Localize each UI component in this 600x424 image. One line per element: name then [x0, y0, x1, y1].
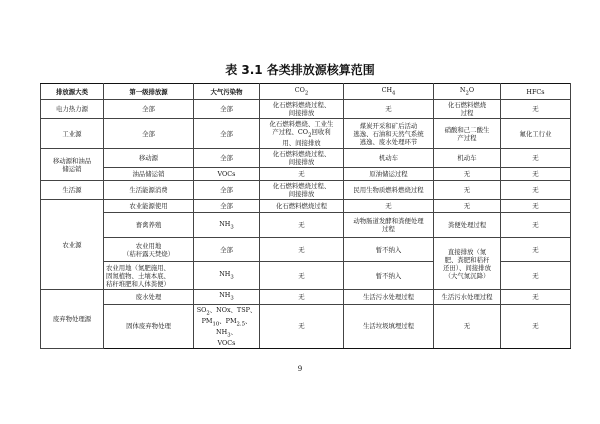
cell-ch4: 无	[344, 100, 434, 119]
cell-hfcs: 无	[501, 213, 571, 238]
cell-hfcs: 无	[501, 304, 571, 349]
cell-ch4: 动物肠道发酵和粪便处理 过程	[344, 213, 434, 238]
cell-source: 固体废弃物处理	[104, 304, 194, 349]
cell-co2: 无	[260, 168, 344, 181]
cell-source: 移动源	[104, 149, 194, 168]
page-number: 9	[297, 365, 303, 373]
cell-n2o: 无	[434, 304, 501, 349]
cell-hfcs: 氟化工行业	[501, 119, 571, 149]
cell-air-pollutant: 全部	[194, 238, 260, 262]
emission-source-table	[40, 83, 571, 349]
cell-hfcs: 无	[501, 168, 571, 181]
cell-ch4: 暂不纳入	[344, 262, 434, 290]
header-air-pollutant: 大气污染物	[194, 84, 260, 100]
cell-n2o: 直接排放（氮 肥、粪肥和秸秆 还田）、间接排放 （大气氮沉降）	[434, 238, 501, 290]
table-row	[41, 213, 571, 238]
table-row	[41, 290, 571, 304]
cell-hfcs: 无	[501, 181, 571, 200]
cell-ch4: 煤炭开采和矿后活动 逃逸、石油和天然气系统 逃逸、废水处理环节	[344, 119, 434, 149]
cell-air-pollutant: $SO_2$、NOx、TSP、 $PM_{10}$、$PM_{2.5}$、$NH_3$、 VOCs	[194, 304, 260, 349]
cell-category: 农业源	[41, 200, 104, 290]
table-row	[41, 181, 571, 200]
cell-source: 农业能源使用	[104, 200, 194, 213]
cell-source: 农业用地 （秸秆露天焚烧）	[104, 238, 194, 262]
table-row	[41, 304, 571, 349]
cell-co2: 化石燃料燃烧过程、 间接排放	[260, 149, 344, 168]
cell-n2o: 无	[434, 200, 501, 213]
cell-ch4: 原油储运过程	[344, 168, 434, 181]
table-row	[41, 149, 571, 168]
cell-source: 生活能源消费	[104, 181, 194, 200]
cell-air-pollutant: 全部	[194, 149, 260, 168]
cell-hfcs: 无	[501, 290, 571, 304]
cell-ch4: 无	[344, 200, 434, 213]
table-row	[41, 100, 571, 119]
cell-air-pollutant: 全部	[194, 181, 260, 200]
cell-air-pollutant: VOCs	[194, 168, 260, 181]
cell-co2: 无	[260, 262, 344, 290]
cell-category: 工业源	[41, 119, 104, 149]
table-row	[41, 168, 571, 181]
cell-category: 电力热力源	[41, 100, 104, 119]
cell-hfcs: 无	[501, 100, 571, 119]
cell-air-pollutant: 全部	[194, 100, 260, 119]
cell-category: 废弃物处理源	[41, 290, 104, 349]
table-row	[41, 238, 571, 262]
cell-n2o: 粪便处理过程	[434, 213, 501, 238]
cell-source: 全部	[104, 100, 194, 119]
cell-co2: 化石燃料燃烧过程	[260, 200, 344, 213]
cell-source: 畜禽养殖	[104, 213, 194, 238]
cell-co2: 无	[260, 290, 344, 304]
cell-hfcs: 无	[501, 238, 571, 262]
header-source: 第一级排放源	[104, 84, 194, 100]
header-n2o: $N_2O$	[434, 84, 501, 100]
cell-co2: 化石燃料燃烧过程、 间接排放	[260, 181, 344, 200]
header-row	[41, 84, 571, 100]
cell-hfcs: 无	[501, 200, 571, 213]
table-row	[41, 119, 571, 149]
cell-category: 生活源	[41, 181, 104, 200]
cell-co2: 无	[260, 304, 344, 349]
cell-air-pollutant: $NH_3$	[194, 262, 260, 290]
cell-source: 农业用地（氮肥施用、 固氮植物、土壤本底、 秸秆堆肥和人体粪便）	[104, 262, 194, 290]
cell-ch4: 民用生物质燃料燃烧过程	[344, 181, 434, 200]
cell-n2o: 化石燃料燃烧 过程	[434, 100, 501, 119]
header-ch4: $CH_4$	[344, 84, 434, 100]
cell-air-pollutant: $NH_3$	[194, 290, 260, 304]
cell-n2o: 无	[434, 168, 501, 181]
cell-source: 油品储运销	[104, 168, 194, 181]
cell-source: 废水处理	[104, 290, 194, 304]
cell-n2o: 无	[434, 181, 501, 200]
cell-n2o: 机动车	[434, 149, 501, 168]
header-hfcs: HFCs	[501, 84, 571, 100]
cell-co2: 化石燃料燃烧过程、 间接排放	[260, 100, 344, 119]
header-co2: $CO_2$	[260, 84, 344, 100]
table-title: 表 3.1 各类排放源核算范围	[225, 63, 375, 77]
header-category: 排放源大类	[41, 84, 104, 100]
cell-ch4: 机动车	[344, 149, 434, 168]
cell-co2: 无	[260, 213, 344, 238]
cell-air-pollutant: 全部	[194, 119, 260, 149]
cell-air-pollutant: $NH_3$	[194, 213, 260, 238]
cell-source: 全部	[104, 119, 194, 149]
cell-n2o: 生活污水处理过程	[434, 290, 501, 304]
cell-co2: 无	[260, 238, 344, 262]
table-row	[41, 200, 571, 213]
cell-ch4: 生活污水处理过程	[344, 290, 434, 304]
cell-category: 移动源和油品 储运销	[41, 149, 104, 181]
cell-n2o: 硝酸和己二酸生 产过程	[434, 119, 501, 149]
cell-hfcs: 无	[501, 262, 571, 290]
cell-ch4: 暂不纳入	[344, 238, 434, 262]
cell-ch4: 生活垃圾填埋过程	[344, 304, 434, 349]
cell-air-pollutant: 全部	[194, 200, 260, 213]
cell-hfcs: 无	[501, 149, 571, 168]
cell-co2: 化石燃料燃烧、工业生 产过程、$CO_2$回收利 用、间接排放	[260, 119, 344, 149]
